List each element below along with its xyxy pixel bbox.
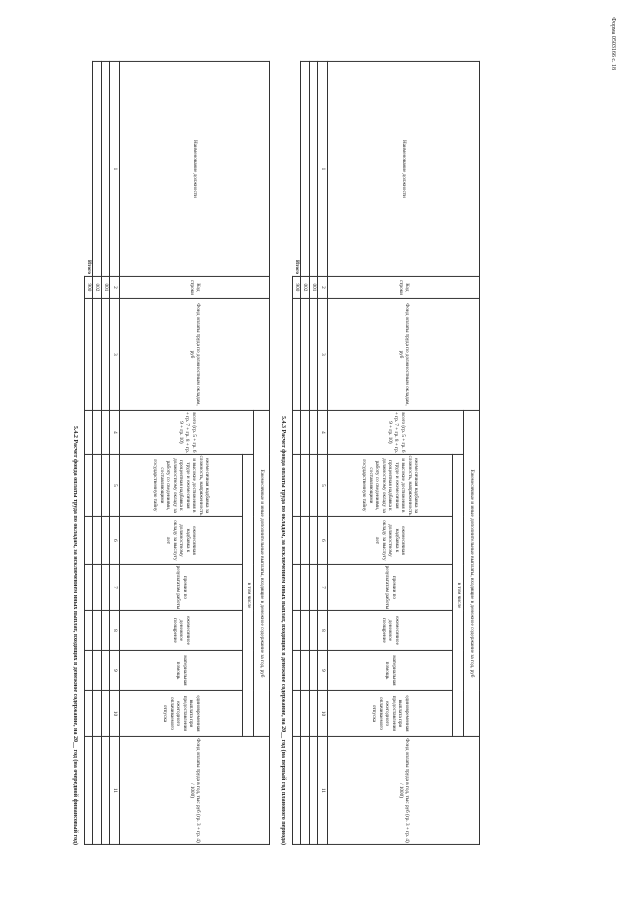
- table-cell[interactable]: [301, 516, 309, 564]
- col-number: 11: [110, 737, 120, 845]
- table-cell[interactable]: [93, 650, 101, 690]
- table-cell[interactable]: [309, 298, 317, 410]
- row-code: 900: [293, 276, 301, 298]
- total-cell[interactable]: [293, 516, 301, 564]
- col-number: 1: [318, 61, 328, 276]
- table-cell[interactable]: [93, 454, 101, 516]
- table-cell[interactable]: [101, 61, 109, 276]
- table-cell[interactable]: [101, 610, 109, 650]
- hdr-col5: ежемесячная надбавка за сложность, напряженность и высокие достижения в труде и ежемесячная процентная надбавка к должностному окладу за работу со сведениями, составляющими государственную тайну: [120, 454, 243, 516]
- col-number: 10: [318, 690, 328, 736]
- hdr-code: Код строки: [328, 276, 480, 298]
- hdr-salary-fund: Фонд оплаты труда по должностным окладам, руб: [120, 298, 270, 410]
- hdr-position: Наименование должности: [120, 61, 270, 276]
- table-cell[interactable]: [309, 516, 317, 564]
- hdr-col6: ежемесячная надбавка к должностному окладу за выслугу лет: [328, 516, 453, 564]
- col-number: 10: [110, 690, 120, 736]
- table-cell[interactable]: [93, 298, 101, 410]
- row-code: 002: [301, 276, 309, 298]
- hdr-col10: единовременная выплата при предоставлении ежегодного оплачиваемого отпуска: [120, 690, 243, 736]
- hdr-col10: единовременная выплата при предоставлении ежегодного оплачиваемого отпуска: [328, 690, 453, 736]
- hdr-col7: премии по результатам работы: [120, 564, 243, 610]
- total-cell[interactable]: [85, 690, 93, 736]
- col-number: 8: [318, 610, 328, 650]
- hdr-including: в том числе: [243, 454, 254, 736]
- table-cell[interactable]: [93, 690, 101, 736]
- table-cell[interactable]: [301, 690, 309, 736]
- total-cell[interactable]: [293, 410, 301, 454]
- table-cell[interactable]: [93, 737, 101, 845]
- hdr-col9: материальная помощь: [328, 650, 453, 690]
- section-1-table: [84, 61, 270, 845]
- table-cell[interactable]: [309, 610, 317, 650]
- section-2-caption: 5.4.3 Расчет фонда оплаты труда по окладам, за исключением иных выплат, входящих в денежное содержание, на 20__ год (на первый год планового периода): [280, 415, 286, 845]
- table-cell[interactable]: [101, 298, 109, 410]
- table-cell[interactable]: [93, 564, 101, 610]
- total-cell[interactable]: [85, 564, 93, 610]
- table-cell[interactable]: [101, 454, 109, 516]
- row-code: 900: [85, 276, 93, 298]
- hdr-col8: ежемесячное денежное поощрение: [328, 610, 453, 650]
- col-number: 11: [318, 737, 328, 845]
- row-code: 001: [101, 276, 109, 298]
- total-cell[interactable]: [293, 690, 301, 736]
- col-number: 7: [110, 564, 120, 610]
- table-cell[interactable]: [309, 650, 317, 690]
- form-number: Форма 0503166 с. 18: [610, 17, 616, 70]
- hdr-total: всего (гр. 5 + гр. 6 + гр. 7 + гр. 8 + гр. 9 + гр. 10): [120, 410, 254, 454]
- total-cell[interactable]: [85, 610, 93, 650]
- table-cell[interactable]: [301, 564, 309, 610]
- col-number: 4: [110, 410, 120, 454]
- hdr-extra-group: Ежемесячные и иные дополнительные выплаты, входящие в денежное содержание за год, руб: [254, 410, 270, 736]
- hdr-col7: премии по результатам работы: [328, 564, 453, 610]
- table-cell[interactable]: [93, 610, 101, 650]
- hdr-extra-group: Ежемесячные и иные дополнительные выплаты, входящие в денежное содержание за год, руб: [464, 410, 480, 736]
- table-cell[interactable]: [301, 610, 309, 650]
- col-number: 3: [110, 298, 120, 410]
- table-cell[interactable]: [301, 61, 309, 276]
- col-number: 3: [318, 298, 328, 410]
- hdr-col11: Фонд оплаты труда в год, тыс руб (гр. 3 + гр. 4) / 1000): [120, 737, 270, 845]
- table-cell[interactable]: [309, 737, 317, 845]
- hdr-col6: ежемесячная надбавка к должностному окладу за выслугу лет: [120, 516, 243, 564]
- col-number: 9: [110, 650, 120, 690]
- col-number: 8: [110, 610, 120, 650]
- table-cell[interactable]: [301, 410, 309, 454]
- total-cell[interactable]: [85, 516, 93, 564]
- row-code: 002: [93, 276, 101, 298]
- col-number: 4: [318, 410, 328, 454]
- total-cell[interactable]: [293, 610, 301, 650]
- total-cell[interactable]: [293, 454, 301, 516]
- col-number: 1: [110, 61, 120, 276]
- hdr-col11: Фонд оплаты труда в год, тыс руб (гр. 3 + гр. 4) / 1000): [328, 737, 480, 845]
- table-cell[interactable]: [301, 737, 309, 845]
- hdr-salary-fund: Фонд оплаты труда по должностным окладам, руб: [328, 298, 480, 410]
- col-number: 5: [110, 454, 120, 516]
- hdr-position: Наименование должности: [328, 61, 480, 276]
- table-cell[interactable]: [309, 410, 317, 454]
- table-cell[interactable]: [309, 454, 317, 516]
- table-cell[interactable]: [309, 61, 317, 276]
- total-cell[interactable]: [293, 650, 301, 690]
- total-cell[interactable]: [85, 650, 93, 690]
- table-cell[interactable]: [93, 61, 101, 276]
- table-cell[interactable]: [301, 454, 309, 516]
- hdr-col9: материальная помощь: [120, 650, 243, 690]
- table-cell[interactable]: [309, 564, 317, 610]
- table-cell[interactable]: [93, 516, 101, 564]
- table-cell[interactable]: [101, 564, 109, 610]
- total-cell[interactable]: [293, 564, 301, 610]
- table-cell[interactable]: [93, 410, 101, 454]
- row-code: 001: [309, 276, 317, 298]
- col-number: 2: [110, 276, 120, 298]
- col-number: 7: [318, 564, 328, 610]
- hdr-col5: ежемесячная надбавка за сложность, напряженность и высокие достижения в труде и ежемесячная процентная надбавка к должностному окладу за работу со сведениями, составляющими государственную тайну: [328, 454, 453, 516]
- hdr-including: в том числе: [453, 454, 464, 736]
- table-cell[interactable]: [101, 516, 109, 564]
- total-label: Итого: [85, 260, 92, 274]
- total-cell[interactable]: [293, 298, 301, 410]
- section-2-table: [292, 61, 480, 845]
- section-1-caption: 5.4.2 Расчет фонда оплаты труда по окладам, за исключением иных выплат, входящих в денежное содержание, на 20__ год (на очередной финансовый год): [72, 425, 78, 845]
- col-number: 9: [318, 650, 328, 690]
- total-cell[interactable]: [85, 737, 93, 845]
- col-number: 5: [318, 454, 328, 516]
- table-cell[interactable]: [309, 690, 317, 736]
- table-cell[interactable]: [301, 650, 309, 690]
- table-cell[interactable]: [301, 298, 309, 410]
- total-cell[interactable]: [85, 298, 93, 410]
- total-cell[interactable]: [293, 737, 301, 845]
- table-cell[interactable]: [101, 650, 109, 690]
- table-cell[interactable]: [101, 410, 109, 454]
- hdr-total: всего (гр. 5 + гр. 6 + гр. 7 + гр. 8 + гр. 9 + гр. 10): [328, 410, 464, 454]
- total-cell[interactable]: [85, 454, 93, 516]
- total-cell[interactable]: [85, 410, 93, 454]
- col-number: 6: [318, 516, 328, 564]
- hdr-col8: ежемесячное денежное поощрение: [120, 610, 243, 650]
- table-cell[interactable]: [101, 690, 109, 736]
- table-cell[interactable]: [101, 737, 109, 845]
- total-label: Итого: [293, 260, 300, 274]
- hdr-code: Код строки: [120, 276, 270, 298]
- col-number: 6: [110, 516, 120, 564]
- col-number: 2: [318, 276, 328, 298]
